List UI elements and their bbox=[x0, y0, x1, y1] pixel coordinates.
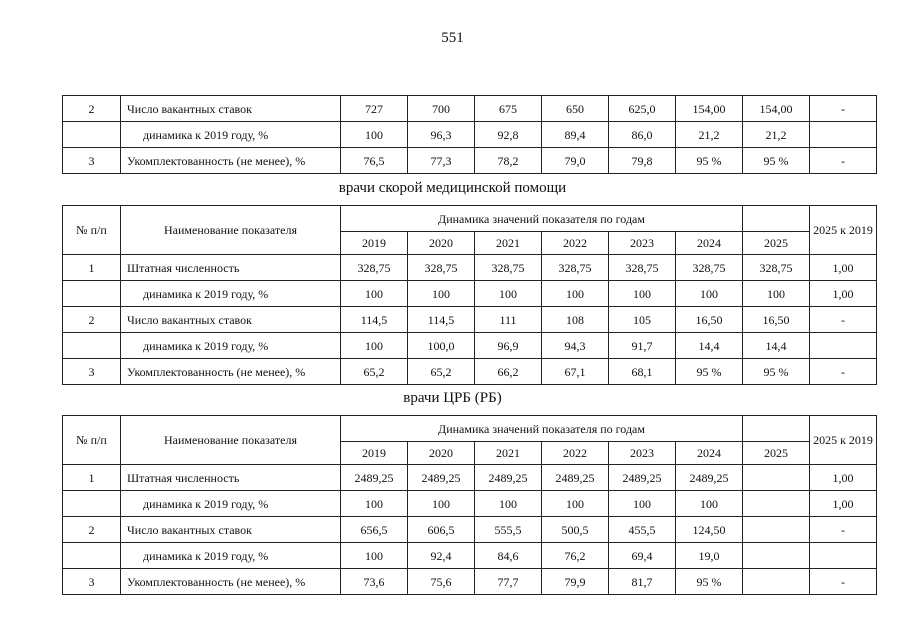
header-year: 2023 bbox=[609, 442, 676, 465]
value-cell: 91,7 bbox=[609, 333, 676, 359]
value-cell: 124,50 bbox=[676, 517, 743, 543]
value-cell: 100 bbox=[341, 543, 408, 569]
indicator-name: Укомплектованность (не менее), % bbox=[121, 359, 341, 385]
table-body bbox=[63, 465, 877, 595]
value-cell: 108 bbox=[542, 307, 609, 333]
value-cell: 75,6 bbox=[408, 569, 475, 595]
value-cell: 96,3 bbox=[408, 122, 475, 148]
value-cell: 2489,25 bbox=[408, 465, 475, 491]
row-number bbox=[63, 122, 121, 148]
header-last: 2025 к 2019 bbox=[810, 416, 877, 465]
value-cell: 100 bbox=[475, 281, 542, 307]
header-blank bbox=[743, 206, 810, 232]
table-row bbox=[63, 517, 877, 543]
value-cell: 2489,25 bbox=[609, 465, 676, 491]
value-cell: 100 bbox=[743, 281, 810, 307]
indicator-name: Укомплектованность (не менее), % bbox=[121, 148, 341, 174]
value-cell: 77,3 bbox=[408, 148, 475, 174]
value-cell: 100 bbox=[408, 281, 475, 307]
value-cell: 111 bbox=[475, 307, 542, 333]
value-cell: 95 % bbox=[743, 359, 810, 385]
value-cell: 21,2 bbox=[676, 122, 743, 148]
value-cell: 100,0 bbox=[408, 333, 475, 359]
value-cell: 2489,25 bbox=[341, 465, 408, 491]
table-row bbox=[63, 465, 877, 491]
value-cell: 105 bbox=[609, 307, 676, 333]
table-row bbox=[63, 491, 877, 517]
indicator-name: динамика к 2019 году, % bbox=[121, 333, 341, 359]
value-cell: 100 bbox=[676, 281, 743, 307]
indicator-name: Штатная численность bbox=[121, 465, 341, 491]
table-row bbox=[63, 359, 877, 385]
row-number bbox=[63, 333, 121, 359]
value-cell: 16,50 bbox=[743, 307, 810, 333]
value-cell: 100 bbox=[542, 281, 609, 307]
header-year: 2024 bbox=[676, 232, 743, 255]
value-cell: 100 bbox=[341, 281, 408, 307]
row-number bbox=[63, 281, 121, 307]
header-year: 2025 bbox=[743, 232, 810, 255]
value-cell: 100 bbox=[609, 281, 676, 307]
indicator-name: Число вакантных ставок bbox=[121, 307, 341, 333]
value-cell: 100 bbox=[408, 491, 475, 517]
value-cell: 95 % bbox=[676, 148, 743, 174]
value-cell: 154,00 bbox=[743, 96, 810, 122]
value-cell: 96,9 bbox=[475, 333, 542, 359]
row-number: 1 bbox=[63, 465, 121, 491]
header-blank bbox=[743, 416, 810, 442]
value-cell: 69,4 bbox=[609, 543, 676, 569]
table-row bbox=[63, 255, 877, 281]
indicator-name: Число вакантных ставок bbox=[121, 517, 341, 543]
value-cell: 92,4 bbox=[408, 543, 475, 569]
value-cell: 656,5 bbox=[341, 517, 408, 543]
table-body bbox=[63, 96, 877, 174]
value-cell: 625,0 bbox=[609, 96, 676, 122]
header-num: № п/п bbox=[63, 416, 121, 465]
table-continued bbox=[62, 95, 877, 174]
indicator-name: Число вакантных ставок bbox=[121, 96, 341, 122]
section-title-ambulance: врачи скорой медицинской помощи bbox=[338, 180, 567, 196]
value-cell: 95 % bbox=[676, 359, 743, 385]
header-dynamics: Динамика значений показателя по годам bbox=[341, 416, 743, 442]
row-number: 3 bbox=[63, 148, 121, 174]
table-ambulance-doctors bbox=[62, 205, 877, 385]
header-dynamics: Динамика значений показателя по годам bbox=[341, 206, 743, 232]
value-cell: 76,5 bbox=[341, 148, 408, 174]
value-cell: 2489,25 bbox=[676, 465, 743, 491]
indicator-name: динамика к 2019 году, % bbox=[121, 281, 341, 307]
header-year: 2020 bbox=[408, 442, 475, 465]
header-name: Наименование показателя bbox=[121, 206, 341, 255]
value-cell: 455,5 bbox=[609, 517, 676, 543]
value-cell: 79,0 bbox=[542, 148, 609, 174]
table-row bbox=[63, 122, 877, 148]
header-year: 2020 bbox=[408, 232, 475, 255]
value-cell bbox=[810, 122, 877, 148]
table-row bbox=[63, 148, 877, 174]
value-cell: - bbox=[810, 307, 877, 333]
row-number bbox=[63, 543, 121, 569]
value-cell: 86,0 bbox=[609, 122, 676, 148]
value-cell: 100 bbox=[676, 491, 743, 517]
value-cell: 65,2 bbox=[408, 359, 475, 385]
value-cell: - bbox=[810, 148, 877, 174]
value-cell bbox=[743, 517, 810, 543]
value-cell: 81,7 bbox=[609, 569, 676, 595]
value-cell: 76,2 bbox=[542, 543, 609, 569]
value-cell: 65,2 bbox=[341, 359, 408, 385]
value-cell: 555,5 bbox=[475, 517, 542, 543]
value-cell: 328,75 bbox=[475, 255, 542, 281]
value-cell: 100 bbox=[341, 491, 408, 517]
value-cell: 328,75 bbox=[542, 255, 609, 281]
header-name: Наименование показателя bbox=[121, 416, 341, 465]
value-cell: 100 bbox=[341, 122, 408, 148]
row-number: 1 bbox=[63, 255, 121, 281]
value-cell: 1,00 bbox=[810, 491, 877, 517]
value-cell: 77,7 bbox=[475, 569, 542, 595]
section-title-crb: врачи ЦРБ (РБ) bbox=[403, 390, 502, 406]
indicator-name: Штатная численность bbox=[121, 255, 341, 281]
value-cell: 79,9 bbox=[542, 569, 609, 595]
value-cell: 2489,25 bbox=[475, 465, 542, 491]
value-cell: 100 bbox=[609, 491, 676, 517]
value-cell: 1,00 bbox=[810, 465, 877, 491]
header-year: 2019 bbox=[341, 232, 408, 255]
value-cell: 66,2 bbox=[475, 359, 542, 385]
row-number: 3 bbox=[63, 359, 121, 385]
header-year: 2021 bbox=[475, 442, 542, 465]
indicator-name: динамика к 2019 году, % bbox=[121, 543, 341, 569]
value-cell: - bbox=[810, 517, 877, 543]
value-cell: 67,1 bbox=[542, 359, 609, 385]
table-row bbox=[63, 569, 877, 595]
value-cell: 16,50 bbox=[676, 307, 743, 333]
value-cell: 154,00 bbox=[676, 96, 743, 122]
table-row bbox=[63, 307, 877, 333]
header-last: 2025 к 2019 bbox=[810, 206, 877, 255]
header-year: 2022 bbox=[542, 232, 609, 255]
value-cell: 14,4 bbox=[676, 333, 743, 359]
row-number: 3 bbox=[63, 569, 121, 595]
value-cell: 727 bbox=[341, 96, 408, 122]
value-cell: 100 bbox=[341, 333, 408, 359]
value-cell: 94,3 bbox=[542, 333, 609, 359]
value-cell: 68,1 bbox=[609, 359, 676, 385]
value-cell: 2489,25 bbox=[542, 465, 609, 491]
row-number: 2 bbox=[63, 307, 121, 333]
indicator-name: динамика к 2019 году, % bbox=[121, 491, 341, 517]
header-year: 2023 bbox=[609, 232, 676, 255]
indicator-name: Укомплектованность (не менее), % bbox=[121, 569, 341, 595]
value-cell: 100 bbox=[542, 491, 609, 517]
value-cell: 650 bbox=[542, 96, 609, 122]
value-cell: 95 % bbox=[676, 569, 743, 595]
value-cell: - bbox=[810, 359, 877, 385]
header-num: № п/п bbox=[63, 206, 121, 255]
value-cell: 1,00 bbox=[810, 281, 877, 307]
value-cell bbox=[810, 333, 877, 359]
table-row bbox=[63, 96, 877, 122]
value-cell bbox=[743, 543, 810, 569]
value-cell: 328,75 bbox=[341, 255, 408, 281]
value-cell: 328,75 bbox=[408, 255, 475, 281]
header-year: 2022 bbox=[542, 442, 609, 465]
table-header bbox=[63, 416, 877, 465]
value-cell: 500,5 bbox=[542, 517, 609, 543]
page-number: 551 bbox=[441, 30, 464, 46]
value-cell: 328,75 bbox=[609, 255, 676, 281]
value-cell: 84,6 bbox=[475, 543, 542, 569]
value-cell: 328,75 bbox=[743, 255, 810, 281]
value-cell: 79,8 bbox=[609, 148, 676, 174]
value-cell: 675 bbox=[475, 96, 542, 122]
value-cell: 89,4 bbox=[542, 122, 609, 148]
table-header bbox=[63, 206, 877, 255]
value-cell: 14,4 bbox=[743, 333, 810, 359]
value-cell: 78,2 bbox=[475, 148, 542, 174]
value-cell bbox=[743, 569, 810, 595]
value-cell: 1,00 bbox=[810, 255, 877, 281]
value-cell: - bbox=[810, 96, 877, 122]
table-row bbox=[63, 543, 877, 569]
value-cell: 73,6 bbox=[341, 569, 408, 595]
value-cell: 700 bbox=[408, 96, 475, 122]
value-cell: 92,8 bbox=[475, 122, 542, 148]
value-cell: 21,2 bbox=[743, 122, 810, 148]
row-number bbox=[63, 491, 121, 517]
value-cell: 19,0 bbox=[676, 543, 743, 569]
header-year: 2019 bbox=[341, 442, 408, 465]
value-cell bbox=[810, 543, 877, 569]
value-cell: 606,5 bbox=[408, 517, 475, 543]
value-cell bbox=[743, 465, 810, 491]
value-cell: 114,5 bbox=[408, 307, 475, 333]
header-year: 2024 bbox=[676, 442, 743, 465]
indicator-name: динамика к 2019 году, % bbox=[121, 122, 341, 148]
value-cell: 100 bbox=[475, 491, 542, 517]
table-crb-doctors bbox=[62, 415, 877, 595]
value-cell: 328,75 bbox=[676, 255, 743, 281]
value-cell: - bbox=[810, 569, 877, 595]
header-year: 2021 bbox=[475, 232, 542, 255]
row-number: 2 bbox=[63, 96, 121, 122]
value-cell: 114,5 bbox=[341, 307, 408, 333]
value-cell: 95 % bbox=[743, 148, 810, 174]
header-year: 2025 bbox=[743, 442, 810, 465]
table-row bbox=[63, 281, 877, 307]
table-row bbox=[63, 333, 877, 359]
table-body bbox=[63, 255, 877, 385]
value-cell bbox=[743, 491, 810, 517]
row-number: 2 bbox=[63, 517, 121, 543]
